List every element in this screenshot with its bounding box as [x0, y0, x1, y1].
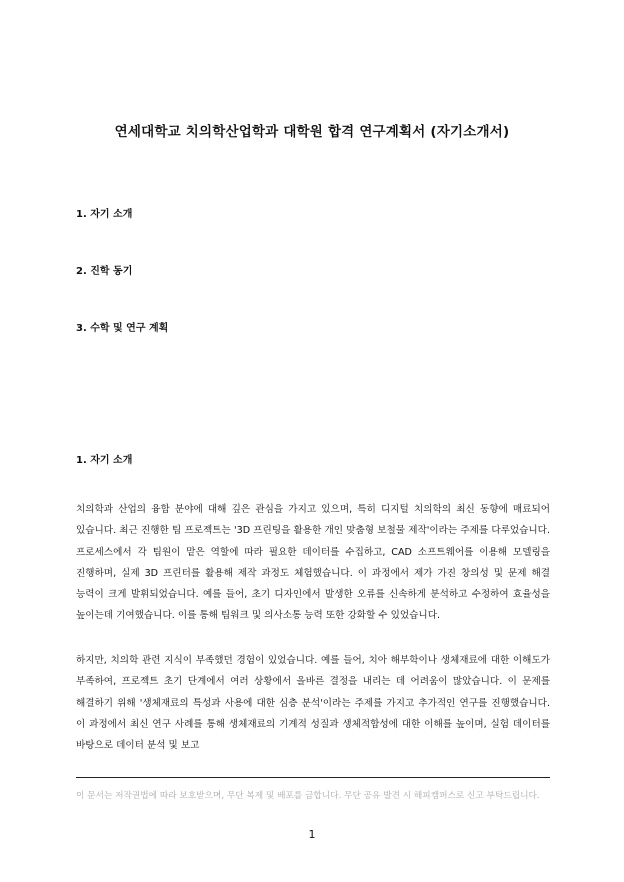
document-title: 연세대학교 치의학산업학과 대학원 합격 연구계획서 (자기소개서): [114, 124, 510, 140]
copyright-notice: 이 문서는 저작권법에 따라 보호받으며, 무단 복제 및 배포를 금합니다. 무단 공유 발견 시 해피캠퍼스로 신고 부탁드립니다.: [76, 791, 540, 801]
section-heading-self-introduction: 1. 자기 소개: [76, 455, 133, 466]
toc-item-study-plan: 3. 수학 및 연구 계획: [76, 323, 169, 334]
footer-divider: [76, 777, 550, 778]
page-number: 1: [308, 828, 316, 841]
body-paragraph-1: 치의학과 산업의 융합 분야에 대해 깊은 관심을 가지고 있으며, 특히 디지털 치의학의 최신 동향에 매료되어 있습니다. 최근 진행한 팀 프로젝트는 '3D 프린팅을 활용한 개인 맞춤형 보철물 제작'이라는 주제를 다루었습니다. 프로세스에서 각 팀원이 맡은 역할에 따라 필요한 데이터를 수집하고, CAD 소프트웨어를 이용해 모델링을 진행하며, 실제 3D 프린터를 활용해 제작 과정도 체험했습니다. 이 과정에서 제가 가진 창의성 및 문제 해결 능력이 크게 발휘되었습니다. 예를 들어, 초기 디자인에서 발생한 오류를 신속하게 분석하고 수정하여 효율성을 높이는데 기여했습니다. 이를 통해 팀워크 및 의사소통 능력 또한 강화할 수 있었습니다.: [76, 504, 550, 622]
toc-item-motivation: 2. 진학 동기: [76, 266, 133, 277]
toc-item-self-introduction: 1. 자기 소개: [76, 209, 133, 220]
body-paragraph-2: 하지만, 치의학 관련 지식이 부족했던 경험이 있었습니다. 예를 들어, 치아 해부학이나 생체재료에 대한 이해도가 부족하여, 프로젝트 초기 단계에서 여러 상황에서 올바른 결정을 내리는 데 어려움이 많았습니다. 이 문제를 해결하기 위해 '생체재료의 특성과 사용에 대한 심층 분석'이라는 주제를 가지고 추가적인 연구를 진행했습니다. 이 과정에서 최신 연구 사례를 통해 생체재료의 기계적 성질과 생체적합성에 대한 이해를 높이며, 실험 데이터를 바탕으로 데이터 분석 및 보고: [76, 655, 550, 752]
